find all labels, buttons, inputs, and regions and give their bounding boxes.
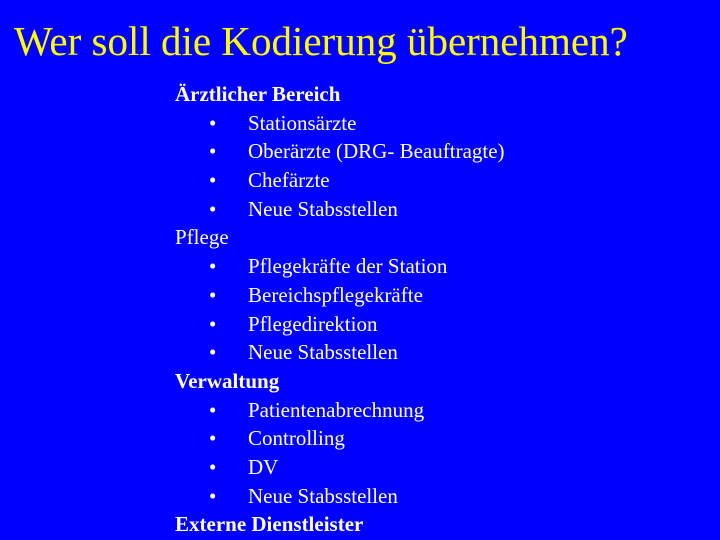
slide-content <box>175 80 705 539</box>
list-item-text: Controlling <box>248 426 345 451</box>
list-item-text: Pflegedirektion <box>248 311 378 336</box>
list-item-text: Neue Stabsstellen <box>248 483 398 508</box>
list-item <box>175 338 705 367</box>
list-item <box>175 310 705 339</box>
section-heading-aerztlicher-bereich: Ärztlicher Bereich <box>175 82 341 106</box>
list-item <box>175 396 705 425</box>
list-item-text: DV <box>248 454 279 479</box>
bullet-icon: • <box>209 254 217 279</box>
list-item <box>175 424 705 453</box>
list-item <box>175 137 705 166</box>
bullet-icon: • <box>209 110 217 135</box>
list-item <box>175 252 705 281</box>
bullet-icon: • <box>209 311 217 336</box>
list-item-text: Stationsärzte <box>248 110 357 135</box>
list-item-text: Oberärzte (DRG- Beauftragte) <box>248 139 505 164</box>
list-item <box>175 453 705 482</box>
bullet-icon: • <box>209 282 217 307</box>
list-item <box>175 482 705 511</box>
bullet-icon: • <box>209 196 217 221</box>
bullet-icon: • <box>209 168 217 193</box>
bullet-icon: • <box>209 426 217 451</box>
list-item <box>175 281 705 310</box>
list-item <box>175 166 705 195</box>
section-heading-verwaltung: Verwaltung <box>175 368 280 393</box>
list-item <box>175 109 705 138</box>
list-item <box>175 195 705 224</box>
list-item-text: Neue Stabsstellen <box>248 196 398 221</box>
list-item-text: Chefärzte <box>248 168 330 193</box>
list-item-text: Pflegekräfte der Station <box>248 254 448 279</box>
section-heading-externe-dienstleister: Externe Dienstleister <box>175 512 364 537</box>
bullet-icon: • <box>209 397 217 422</box>
section-heading-pflege: Pflege <box>175 225 229 250</box>
list-item-text: Patientenabrechnung <box>248 397 425 422</box>
list-item-text: Neue Stabsstellen <box>248 340 398 365</box>
bullet-icon: • <box>209 483 217 508</box>
bullet-icon: • <box>209 340 217 365</box>
bullet-icon: • <box>209 454 217 479</box>
slide-title: Wer soll die Kodierung übernehmen? <box>14 18 628 64</box>
bullet-icon: • <box>209 139 217 164</box>
list-item-text: Bereichspflegekräfte <box>248 282 423 307</box>
